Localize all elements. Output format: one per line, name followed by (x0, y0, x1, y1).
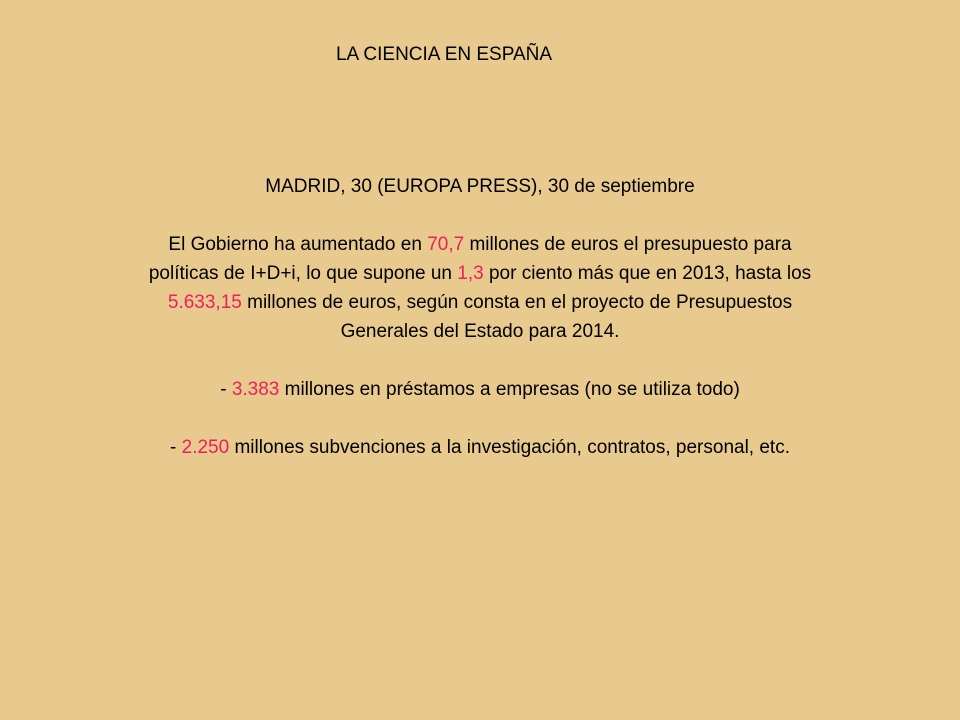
dateline: MADRID, 30 (EUROPA PRESS), 30 de septiembre (265, 176, 695, 197)
highlight-number: 70,7 (427, 234, 465, 255)
paragraph-line-4: Generales del Estado para 2014. (340, 321, 620, 342)
paragraph-line-2 (40, 259, 920, 288)
slide-title: LA CIENCIA EN ESPAÑA (335, 44, 553, 65)
highlight-number: 5.633,15 (167, 292, 242, 313)
text-segment: El Gobierno ha aumentado en (168, 234, 428, 255)
spacer (40, 201, 920, 230)
paragraph-line-1 (40, 230, 920, 259)
highlight-number: 3.383 (231, 379, 280, 400)
highlight-number: 1,3 (457, 263, 484, 284)
bullet-prefix: - (170, 437, 182, 458)
paragraph-line-3 (40, 288, 920, 317)
bullet-item (40, 433, 920, 462)
bullet-prefix: - (220, 379, 232, 400)
text-segment: por ciento más que en 2013, hasta los (483, 263, 812, 284)
article-body (40, 172, 920, 462)
spacer (40, 346, 920, 375)
text-segment: millones de euros, según consta en el proyecto de Presupuestos (241, 292, 793, 313)
highlight-number: 2.250 (181, 437, 230, 458)
bullet-text: millones subvenciones a la investigación, contratos, personal, etc. (229, 437, 790, 458)
text-segment: millones de euros el presupuesto para (464, 234, 792, 255)
text-segment: políticas de I+D+i, lo que supone un (148, 263, 458, 284)
bullet-text: millones en préstamos a empresas (no se utiliza todo) (279, 379, 740, 400)
spacer (40, 404, 920, 433)
bullet-item (40, 375, 920, 404)
